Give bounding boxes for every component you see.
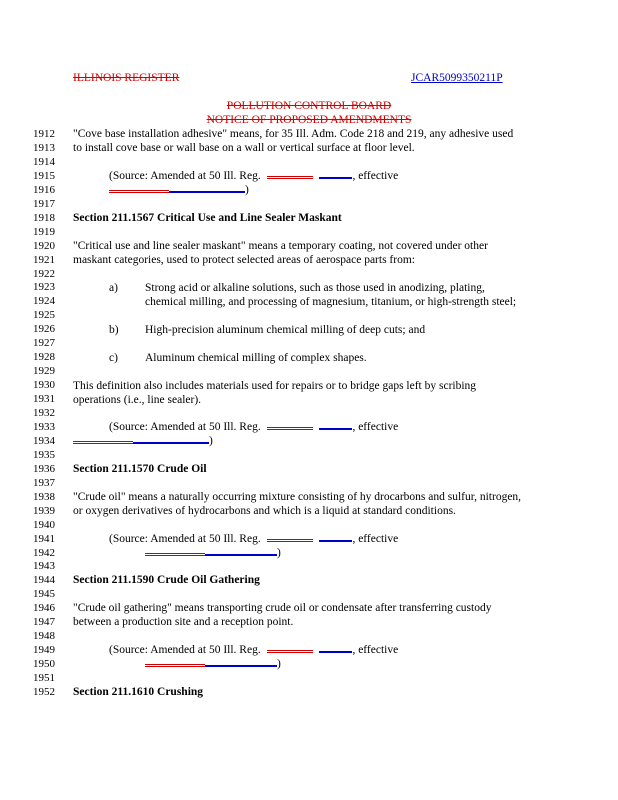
item-a-text-cont: chemical milling, and processing of magnesium, titanium, or high-strength steel; bbox=[145, 296, 517, 308]
line-number: 1926 bbox=[33, 323, 55, 336]
source-text: (Source: Amended at 50 Ill. Reg. bbox=[109, 533, 261, 545]
line-number: 1950 bbox=[33, 658, 55, 671]
text-line-1913: to install cove base or wall base on a wall or vertical surface at floor level. bbox=[73, 142, 415, 154]
text-line-1912: "Cove base installation adhesive" means, for 35 Ill. Adm. Code 218 and 219, any adhesive used bbox=[73, 128, 514, 140]
line-number: 1952 bbox=[33, 686, 55, 698]
line-number: 1917 bbox=[33, 197, 55, 210]
source-note-1941 bbox=[109, 533, 398, 545]
source-close-1934 bbox=[73, 435, 213, 447]
line-number: 1934 bbox=[33, 434, 55, 447]
line-number: 1933 bbox=[33, 420, 55, 433]
jcar-id: JCAR5099350211P bbox=[411, 72, 503, 84]
red-blank bbox=[145, 553, 205, 556]
line-number: 1929 bbox=[33, 365, 55, 378]
line-number: 1915 bbox=[33, 169, 55, 182]
text-line-1938: "Crude oil" means a naturally occurring mixture consisting of hy drocarbons and sulfur, nitrogen, bbox=[73, 491, 522, 503]
effective-text: , effective bbox=[352, 533, 399, 545]
text-line-1946: "Crude oil gathering" means transporting crude oil or condensate after transferring custody bbox=[73, 602, 492, 614]
line-number: 1947 bbox=[33, 616, 55, 629]
line-number: 1944 bbox=[33, 574, 55, 587]
blue-blank bbox=[319, 651, 352, 653]
section-heading-211-1567: Section 211.1567 Critical Use and Line Sealer Maskant bbox=[73, 212, 342, 224]
line-number: 1942 bbox=[33, 546, 55, 559]
line-number: 1916 bbox=[33, 183, 55, 196]
blue-blank bbox=[205, 665, 277, 667]
effective-text: , effective bbox=[352, 421, 399, 433]
line-number: 1939 bbox=[33, 504, 55, 517]
text-line-1931: operations (i.e., line sealer). bbox=[73, 394, 202, 406]
source-note-1949 bbox=[109, 644, 398, 656]
text-line-1930: This definition also includes materials used for repairs or to bridge gaps left by scribing bbox=[73, 380, 477, 392]
source-close-1916 bbox=[109, 184, 249, 196]
line-number: 1940 bbox=[33, 518, 55, 531]
line-number: 1913 bbox=[33, 141, 55, 154]
close-paren: ) bbox=[277, 547, 281, 559]
text-line-1947: between a production site and a reception point. bbox=[73, 616, 294, 628]
line-number: 1923 bbox=[33, 281, 55, 294]
effective-text: , effective bbox=[352, 644, 399, 656]
line-number: 1949 bbox=[33, 644, 55, 657]
line-number: 1918 bbox=[33, 211, 55, 224]
board-name: POLLUTION CONTROL BOARD bbox=[226, 100, 392, 112]
line-number: 1921 bbox=[33, 253, 55, 266]
source-note-1933 bbox=[109, 421, 398, 433]
blue-blank bbox=[319, 540, 352, 542]
red-blank bbox=[109, 190, 169, 193]
notice-title: NOTICE OF PROPOSED AMENDMENTS bbox=[206, 114, 412, 126]
line-number: 1945 bbox=[33, 588, 55, 601]
red-blank bbox=[73, 441, 133, 444]
item-c-label: c) bbox=[109, 352, 118, 364]
section-heading-211-1570: Section 211.1570 Crude Oil bbox=[73, 463, 207, 475]
line-number: 1938 bbox=[33, 490, 55, 503]
source-close-1950 bbox=[145, 658, 281, 670]
line-number: 1932 bbox=[33, 407, 55, 419]
line-number: 1912 bbox=[33, 128, 55, 140]
text-line-1920: "Critical use and line sealer maskant" means a temporary coating, not covered under other bbox=[73, 240, 488, 252]
red-blank bbox=[267, 539, 313, 542]
line-number: 1924 bbox=[33, 295, 55, 308]
effective-text: , effective bbox=[352, 170, 399, 182]
red-blank bbox=[267, 176, 313, 179]
line-number: 1936 bbox=[33, 462, 55, 475]
source-close-1942 bbox=[145, 547, 281, 559]
line-number: 1919 bbox=[33, 225, 55, 238]
item-c-text: Aluminum chemical milling of complex shapes. bbox=[145, 352, 367, 364]
item-b-text: High-precision aluminum chemical milling of deep cuts; and bbox=[145, 324, 426, 336]
line-number: 1946 bbox=[33, 602, 55, 615]
line-number: 1951 bbox=[33, 672, 55, 685]
line-number: 1928 bbox=[33, 351, 55, 364]
line-number: 1914 bbox=[33, 155, 55, 168]
blue-blank bbox=[319, 428, 352, 430]
line-number: 1935 bbox=[33, 448, 55, 461]
item-b-label: b) bbox=[109, 324, 119, 336]
blue-blank bbox=[319, 177, 352, 179]
line-number: 1943 bbox=[33, 560, 55, 573]
source-text: (Source: Amended at 50 Ill. Reg. bbox=[109, 421, 261, 433]
section-heading-211-1590: Section 211.1590 Crude Oil Gathering bbox=[73, 574, 260, 586]
source-text: (Source: Amended at 50 Ill. Reg. bbox=[109, 644, 261, 656]
line-number: 1920 bbox=[33, 239, 55, 252]
text-line-1921: maskant categories, used to protect selected areas of aerospace parts from: bbox=[73, 254, 415, 266]
line-number: 1948 bbox=[33, 630, 55, 643]
register-title: ILLINOIS REGISTER bbox=[73, 72, 180, 84]
text-line-1939: or oxygen derivatives of hydrocarbons and which is a liquid at standard conditions. bbox=[73, 505, 456, 517]
blue-blank bbox=[133, 442, 209, 444]
line-number: 1931 bbox=[33, 393, 55, 406]
line-number: 1930 bbox=[33, 379, 55, 392]
source-note-1915 bbox=[109, 170, 398, 182]
red-blank bbox=[267, 650, 313, 653]
line-number: 1925 bbox=[33, 309, 55, 322]
source-text: (Source: Amended at 50 Ill. Reg. bbox=[109, 170, 261, 182]
close-paren: ) bbox=[209, 435, 213, 447]
close-paren: ) bbox=[277, 658, 281, 670]
item-a-label: a) bbox=[109, 282, 118, 294]
item-a-text: Strong acid or alkaline solutions, such as those used in anodizing, plating, bbox=[145, 282, 485, 294]
close-paren: ) bbox=[245, 184, 249, 196]
blue-blank bbox=[169, 191, 245, 193]
blue-blank bbox=[205, 554, 277, 556]
line-number: 1937 bbox=[33, 476, 55, 489]
red-blank bbox=[267, 427, 313, 430]
line-number: 1941 bbox=[33, 532, 55, 545]
red-blank bbox=[145, 664, 205, 667]
section-heading-211-1610: Section 211.1610 Crushing bbox=[73, 686, 204, 698]
line-number: 1922 bbox=[33, 267, 55, 280]
line-number: 1927 bbox=[33, 337, 55, 350]
